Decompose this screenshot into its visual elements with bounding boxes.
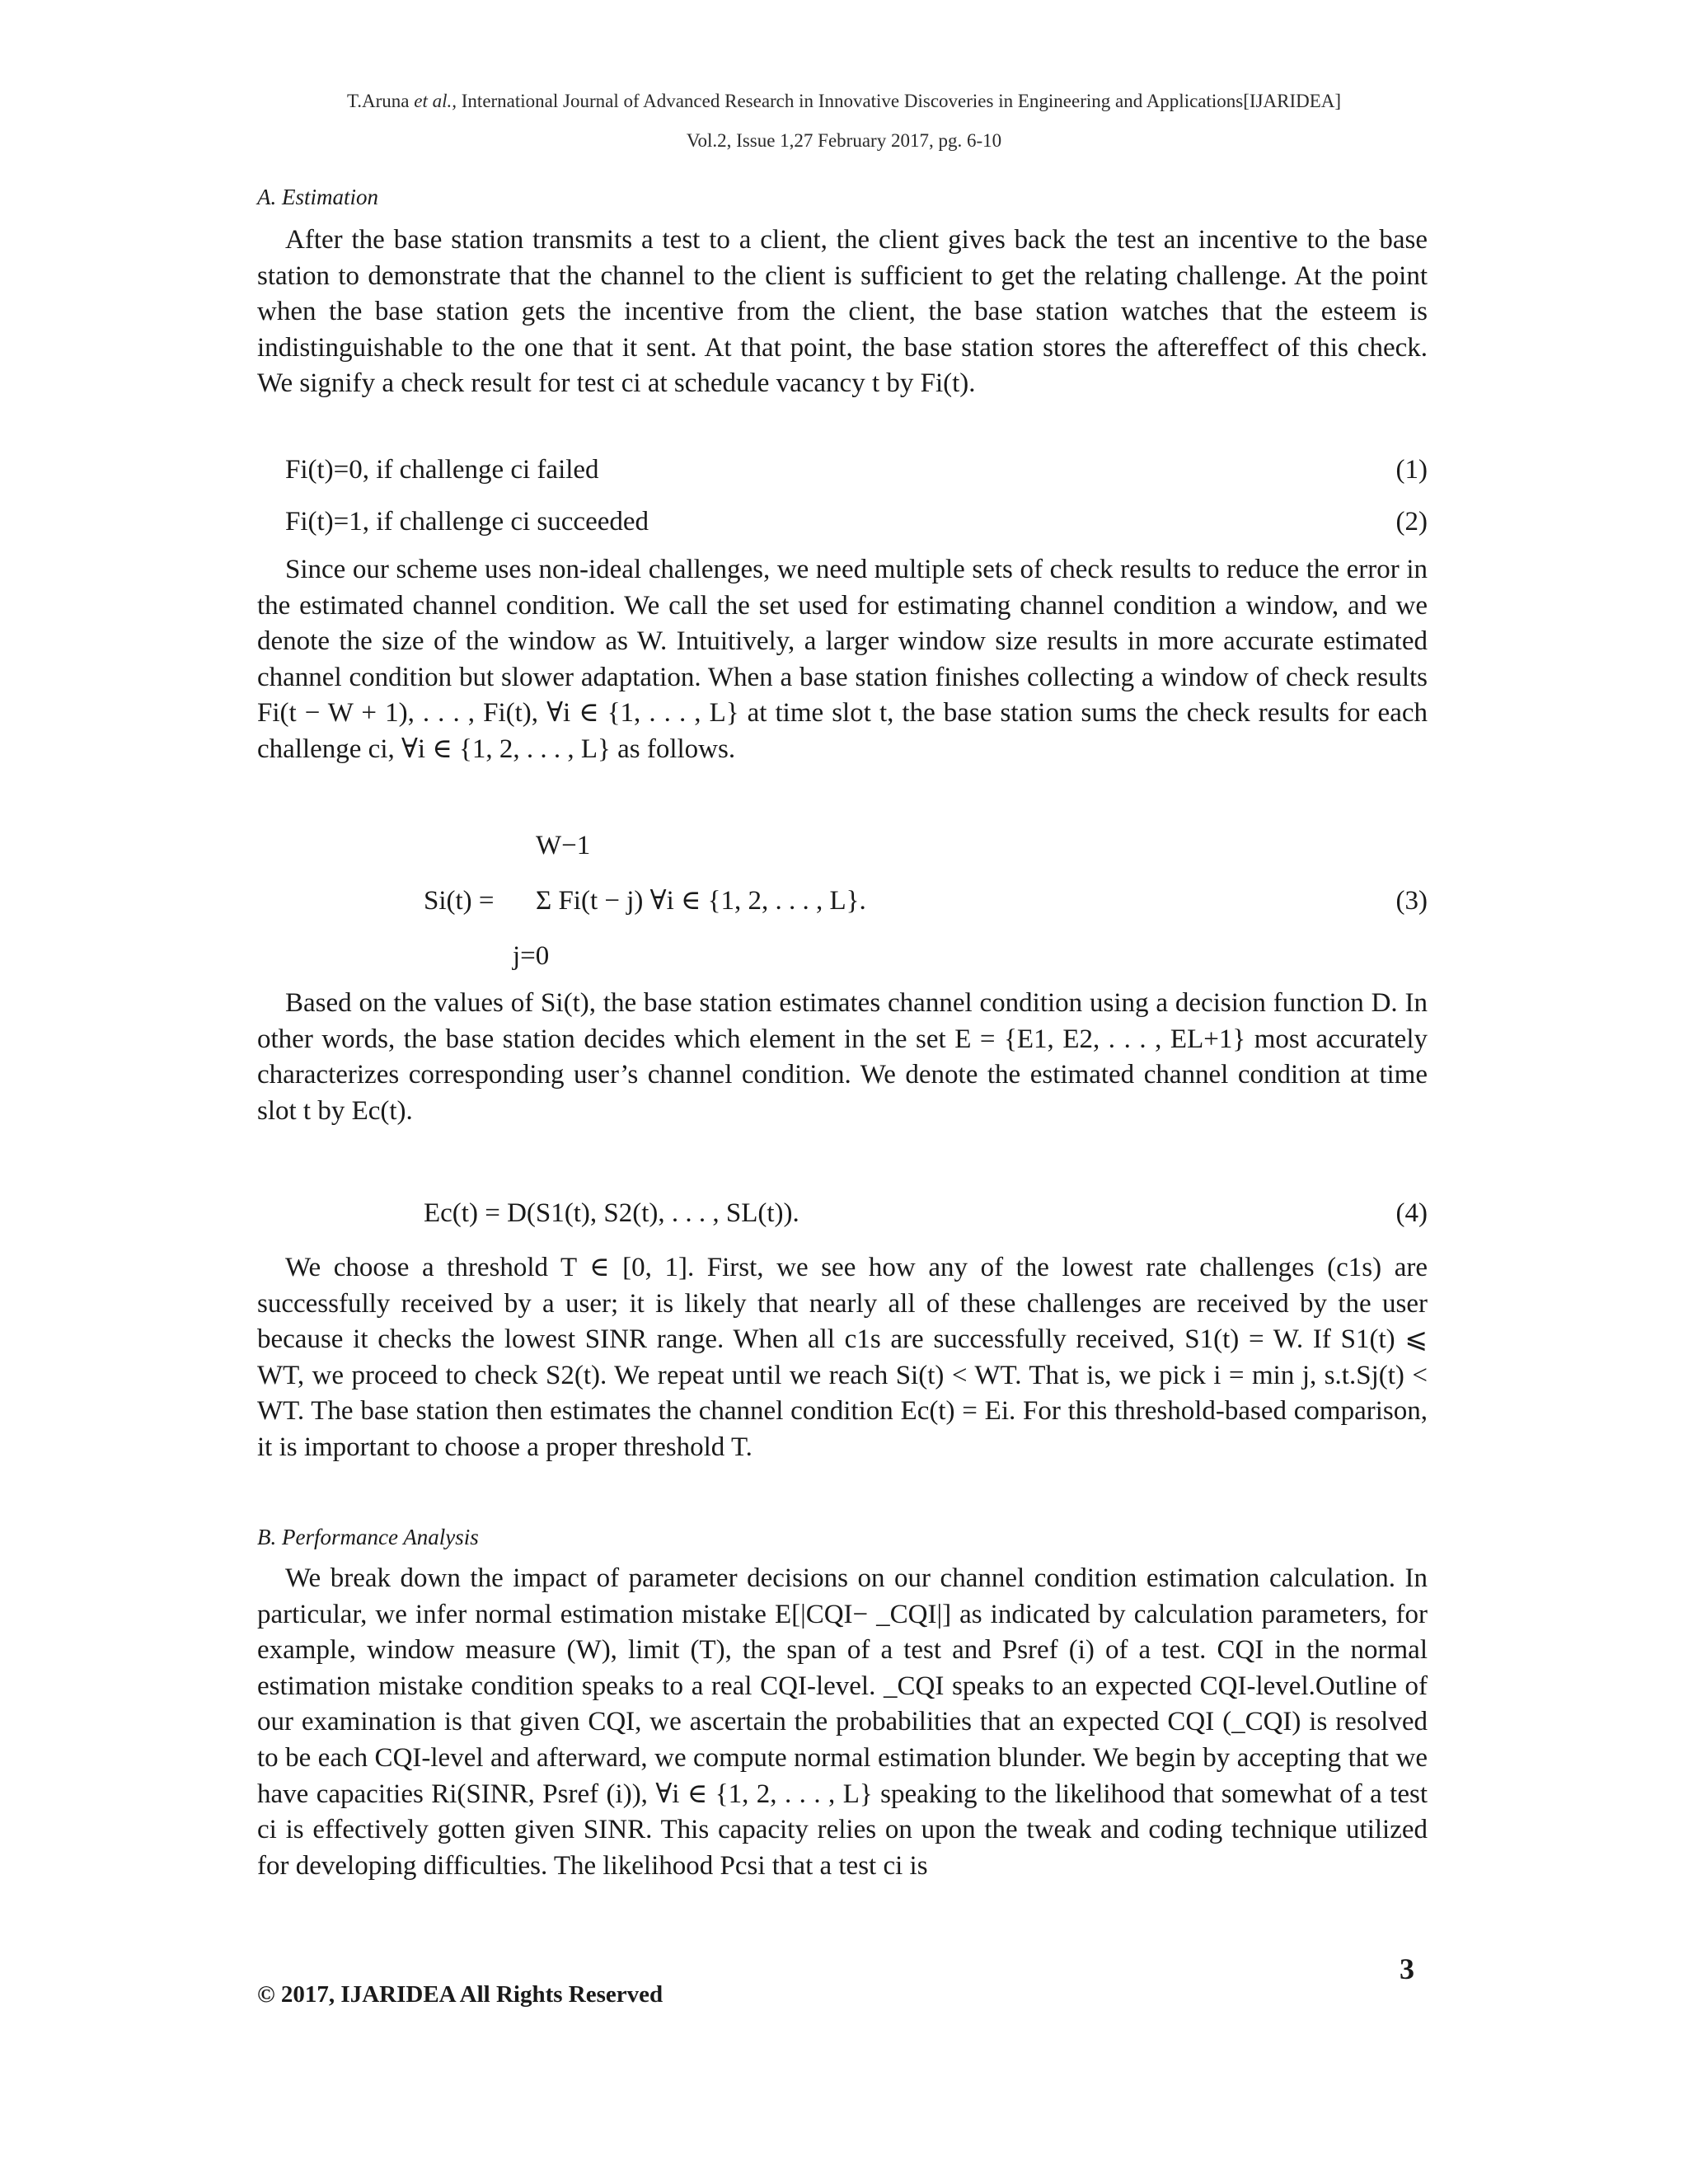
equation-4-number: (4) [1395, 1198, 1428, 1228]
header-etal: et al., [414, 91, 457, 111]
equation-3-upper-limit: W−1 [536, 831, 591, 860]
paragraph-text: Since our scheme uses non-ideal challenges, we need multiple sets of check results to reduce the error in the estimated channel condition. We call the set used for estimating channel condition a window, and we denote the size of the window as W. Intuitively, a larger window size results in more accurate estimated channel condition but slower adaptation. When a base station finishes collecting a window of check results Fi(t − W + 1), . . . , Fi(t), ∀i ∈ {1, . . . , L} at time slot t, the base station sums the check results for each challenge ci, ∀i ∈ {1, 2, . . . , L} as follows. [257, 555, 1428, 764]
paragraph-text: After the base station transmits a test to a client, the client gives back the test an incentive to the base station to demonstrate that the channel to the client is sufficient to get the relating challenge. At the point when the base station gets the incentive from the client, the base station watches that the esteem is indistinguishable to the one that it sent. At that point, the base station stores the aftereffect of this check. We signify a check result for test ci at schedule vacancy t by Fi(t). [257, 225, 1428, 399]
equation-1: Fi(t)=0, if challenge ci failed [285, 455, 599, 485]
equation-3-lower-limit: j=0 [513, 941, 550, 971]
section-a-title: A. Estimation [257, 185, 378, 209]
header-volume-info: Vol.2, Issue 1,27 February 2017, pg. 6-10 [686, 130, 1002, 151]
header-author: T.Aruna [346, 91, 415, 111]
paragraph-window [257, 552, 1428, 768]
equation-3-number: (3) [1395, 886, 1428, 916]
paragraph-text: We break down the impact of parameter decisions on our channel condition estimation calculation. In particular, we infer normal estimation mistake E[|CQI− _CQI|] as indicated by calculation parameters, for example, window measure (W), limit (T), the span of a test and Psref (i) of a test. CQI in the normal estimation mistake condition speaks to a real CQI-level. _CQI speaks to an expected CQI-level.Outline of our examination is that given CQI, we ascertain the probabilities that an expected CQI (_CQI) is resolved to be each CQI-level and afterward, we compute normal estimation blunder. We begin by accepting that we have capacities Ri(SINR, Psref (i)), ∀i ∈ {1, 2, . . . , L} speaking to the likelihood that somewhat of a test ci is effectively gotten given SINR. This capacity relies on upon the tweak and coding technique utilized for developing difficulties. The likelihood Pcsi that a test ci is [257, 1563, 1428, 1881]
paragraph-performance-analysis [257, 1561, 1428, 1884]
paragraph-estimation-intro [257, 223, 1428, 402]
paragraph-threshold [257, 1250, 1428, 1466]
copyright-footer: © 2017, IJARIDEA All Rights Reserved [257, 1981, 663, 2008]
equation-3-sum: Σ Fi(t − j) ∀i ∈ {1, 2, . . . , L}. [536, 886, 866, 916]
equation-2: Fi(t)=1, if challenge ci succeeded [285, 507, 649, 537]
equation-3-lhs: Si(t) = [424, 886, 495, 916]
paragraph-text: Based on the values of Si(t), the base station estimates channel condition using a decision function D. In other words, the base station decides which element in the set E = {E1, E2, . . . , EL+1} most accurately characterizes corresponding user’s channel condition. We denote the estimated channel condition at time slot t by Ec(t). [257, 988, 1428, 1126]
equation-2-number: (2) [1395, 507, 1428, 537]
paragraph-decision-function [257, 986, 1428, 1129]
running-header [0, 91, 1688, 112]
paragraph-text: We choose a threshold T ∈ [0, 1]. First, we see how any of the lowest rate challenges (c1s) are successfully received by a user; it is likely that nearly all of these challenges are received by the user because it checks the lowest SINR range. When all c1s are successfully received, S1(t) = W. If S1(t) ⩽ WT, we proceed to check S2(t). We repeat until we reach Si(t) < WT. That is, we pick i = min j, s.t.Sj(t) < WT. The base station then estimates the channel condition Ec(t) = Ei. For this threshold-based comparison, it is important to choose a proper threshold T. [257, 1253, 1428, 1462]
header-journal: International Journal of Advanced Research in Innovative Discoveries in Engineering and Applications[IJARIDEA] [457, 91, 1342, 111]
section-b-title: B. Performance Analysis [257, 1525, 479, 1549]
equation-4: Ec(t) = D(S1(t), S2(t), . . . , SL(t)). [424, 1198, 799, 1228]
page-number: 3 [1400, 1952, 1414, 1985]
equation-1-number: (1) [1395, 455, 1428, 485]
